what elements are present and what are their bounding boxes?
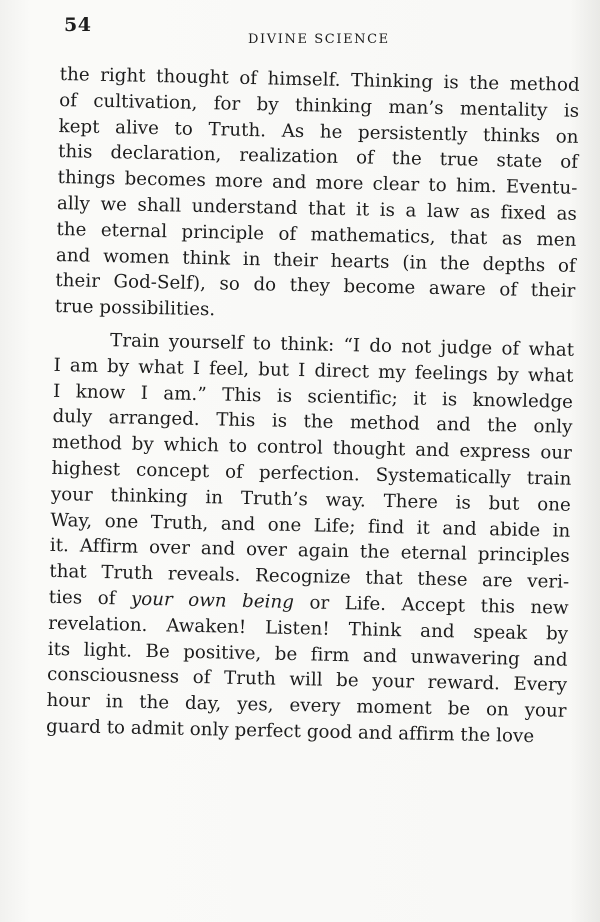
text-line: I am by what I feel, but I direct my feelings by what xyxy=(53,354,574,387)
page-number: 54 xyxy=(64,14,92,36)
text-line: highest concept of perfection. Systematically train xyxy=(51,457,572,490)
paragraph-1 xyxy=(55,62,580,331)
text-run: or Life. Accept this new xyxy=(293,591,569,619)
text-line: method by which to control thought and express our xyxy=(51,432,573,464)
text-line: the eternal principle of mathematics, that as men xyxy=(56,218,577,251)
running-head: DIVINE SCIENCE xyxy=(248,32,390,47)
text-line: kept alive to Truth. As he persistently thinks on xyxy=(58,115,579,148)
text-line: I know I am.” This is scientific; it is knowledge xyxy=(52,380,574,413)
text-line: of cultivation, for by thinking man’s mentality is xyxy=(58,89,580,122)
paragraph-2 xyxy=(46,327,575,751)
text-line: ally we shall understand that it is a law as fixed as xyxy=(56,192,578,225)
text-line: things becomes more and more clear to him. Eventu- xyxy=(57,167,578,200)
text-line: Train yourself to think: “I do not judge of what xyxy=(109,330,575,361)
text-line: that Truth reveals. Recognize that these are veri- xyxy=(49,561,570,593)
text-line: true possibilities. xyxy=(54,296,216,321)
text-line: their God-Self), so do they become aware of their xyxy=(55,270,576,303)
italic-phrase: your own being xyxy=(130,588,295,613)
text-line: guard to admit only perfect good and affirm the love xyxy=(45,715,535,747)
text-line: revelation. Awaken! Listen! Think and speak by xyxy=(48,612,569,645)
text-line: this declaration, realization of the true state of xyxy=(57,141,579,174)
text-line: its light. Be positive, be firm and unwavering and xyxy=(47,638,568,671)
text-line: Way, one Truth, and one Life; find it and abide in xyxy=(50,509,571,542)
text-line: hour in the day, yes, every moment be on your xyxy=(46,689,567,722)
text-line: it. Affirm over and over again the eternal principles xyxy=(49,535,570,568)
text-line: duly arranged. This is the method and the only xyxy=(52,406,573,439)
text-line: the right thought of himself. Thinking is the method xyxy=(59,63,580,96)
text-line: and women think in their hearts (in the depths of xyxy=(55,244,577,277)
body-text xyxy=(46,62,580,750)
text-run: ties of xyxy=(48,586,132,610)
text-line: your thinking in Truth’s way. There is but one xyxy=(50,483,572,516)
text-line: consciousness of Truth will be your reward. Every xyxy=(46,664,568,697)
